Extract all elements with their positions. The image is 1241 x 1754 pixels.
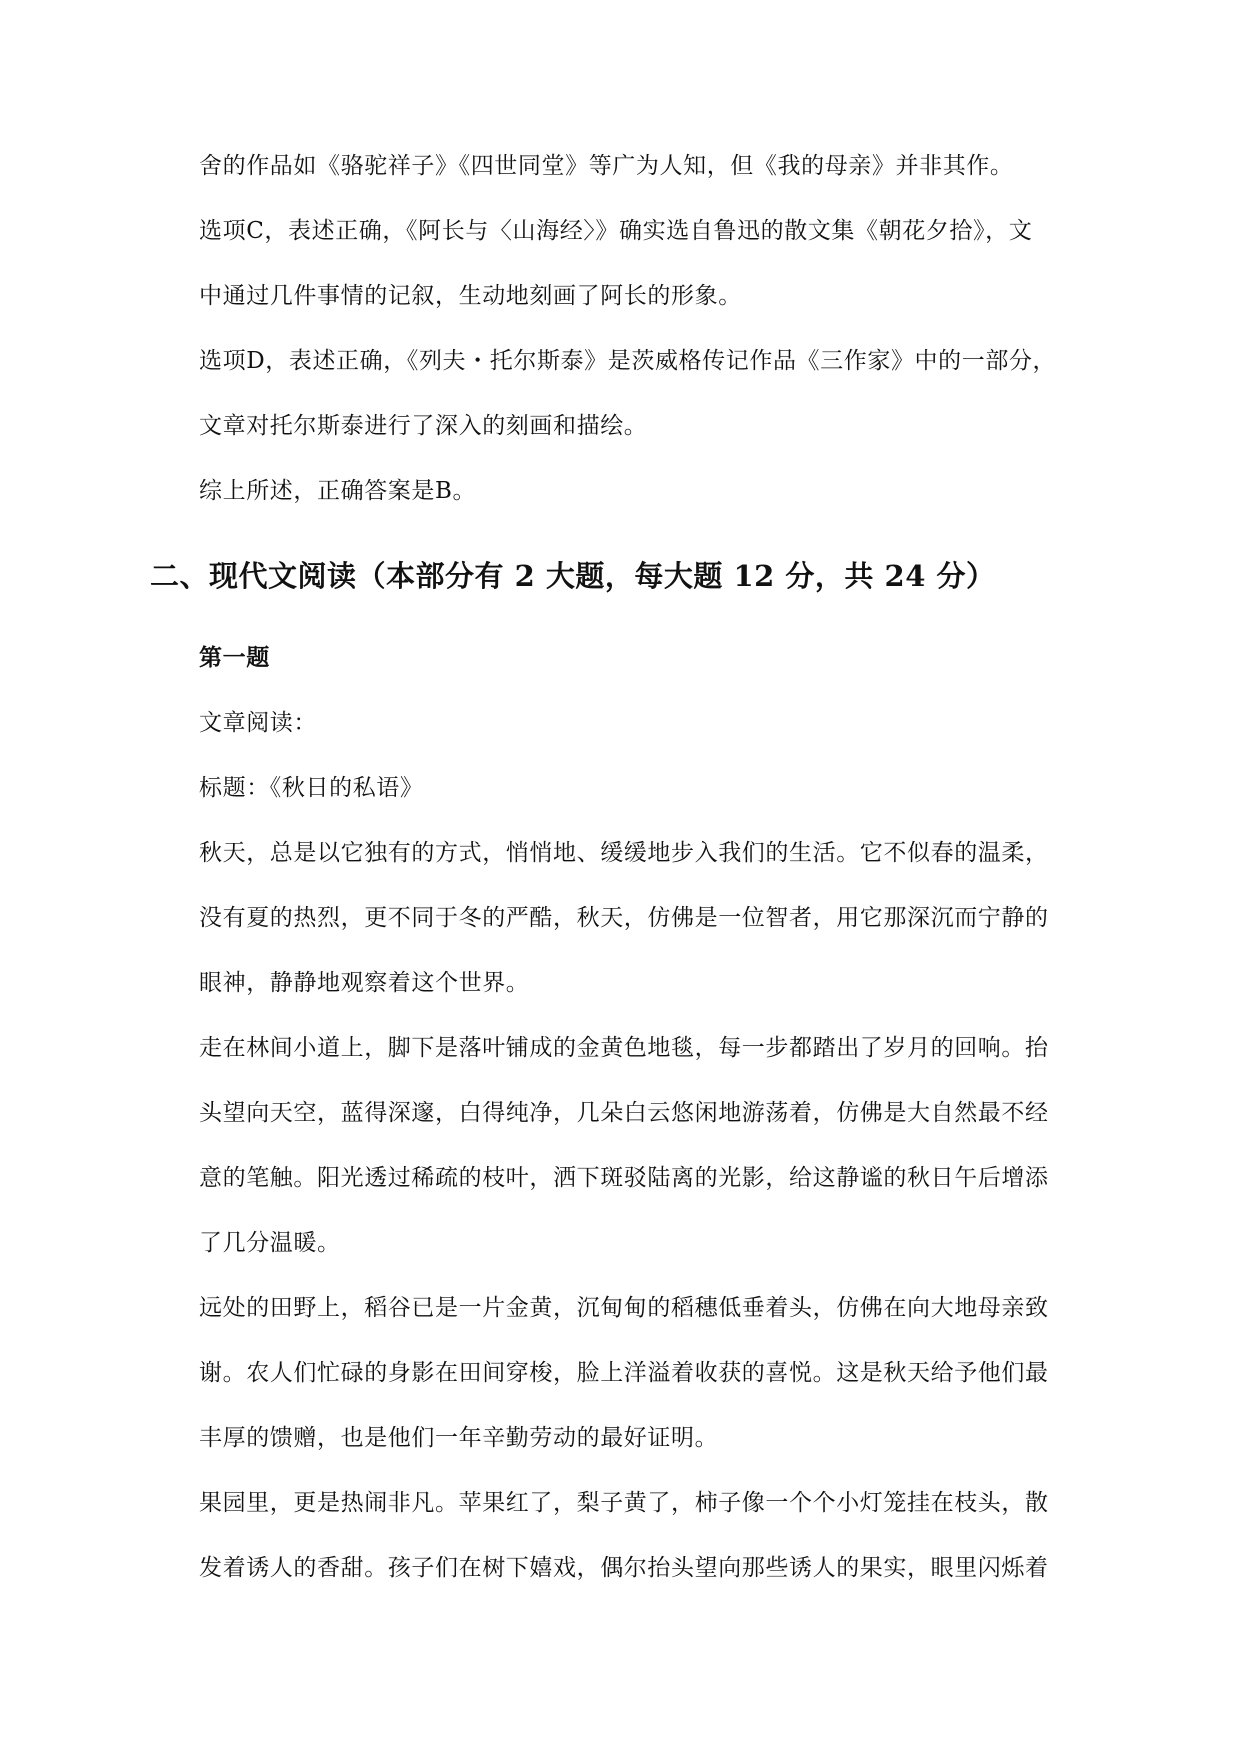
reading-intro: 文章阅读： [199,710,317,736]
passage-line-1: 秋天，总是以它独有的方式，悄悄地、缓缓地步入我们的生活。它不似春的温柔， [199,840,1049,866]
passage-line-4: 走在林间小道上，脚下是落叶铺成的金黄色地毯，每一步都踏出了岁月的回响。抬 [199,1035,1049,1061]
answer-line-4: 选项D，表述正确，《列夫・托尔斯泰》是茨威格传记作品《三作家》中的一部分， [199,348,1057,374]
section-heading: 二、现代文阅读（本部分有 2 大题，每大题 12 分，共 24 分） [150,559,996,593]
passage-line-8: 远处的田野上，稻谷已是一片金黄，沉甸甸的稻穗低垂着头，仿佛在向大地母亲致 [199,1295,1049,1321]
passage-line-12: 发着诱人的香甜。孩子们在树下嬉戏，偶尔抬头望向那些诱人的果实，眼里闪烁着 [199,1555,1049,1581]
answer-line-1: 舍的作品如《骆驼祥子》《四世同堂》等广为人知，但《我的母亲》并非其作。 [199,153,1014,179]
passage-line-10: 丰厚的馈赠，也是他们一年辛勤劳动的最好证明。 [199,1425,719,1451]
passage-line-2: 没有夏的热烈，更不同于冬的严酷，秋天，仿佛是一位智者，用它那深沉而宁静的 [199,905,1049,931]
answer-line-3: 中通过几件事情的记叙，生动地刻画了阿长的形象。 [199,283,742,309]
answer-line-2: 选项C，表述正确，《阿长与〈山海经〉》确实选自鲁迅的散文集《朝花夕拾》，文 [199,218,1033,244]
question-label: 第一题 [199,644,270,671]
passage-line-3: 眼神，静静地观察着这个世界。 [199,970,530,996]
passage-line-6: 意的笔触。阳光透过稀疏的枝叶，洒下斑驳陆离的光影，给这静谧的秋日午后增添 [199,1165,1049,1191]
passage-line-7: 了几分温暖。 [199,1230,341,1256]
passage-line-9: 谢。农人们忙碌的身影在田间穿梭，脸上洋溢着收获的喜悦。这是秋天给予他们最 [199,1360,1049,1386]
passage-line-5: 头望向天空，蓝得深邃，白得纯净，几朵白云悠闲地游荡着，仿佛是大自然最不经 [199,1100,1049,1126]
passage-line-11: 果园里，更是热闹非凡。苹果红了，梨子黄了，柿子像一个个小灯笼挂在枝头，散 [199,1490,1049,1516]
answer-conclusion: 综上所述，正确答案是B。 [199,478,477,504]
answer-line-5: 文章对托尔斯泰进行了深入的刻画和描绘。 [199,413,648,439]
passage-title: 标题：《秋日的私语》 [199,775,424,801]
